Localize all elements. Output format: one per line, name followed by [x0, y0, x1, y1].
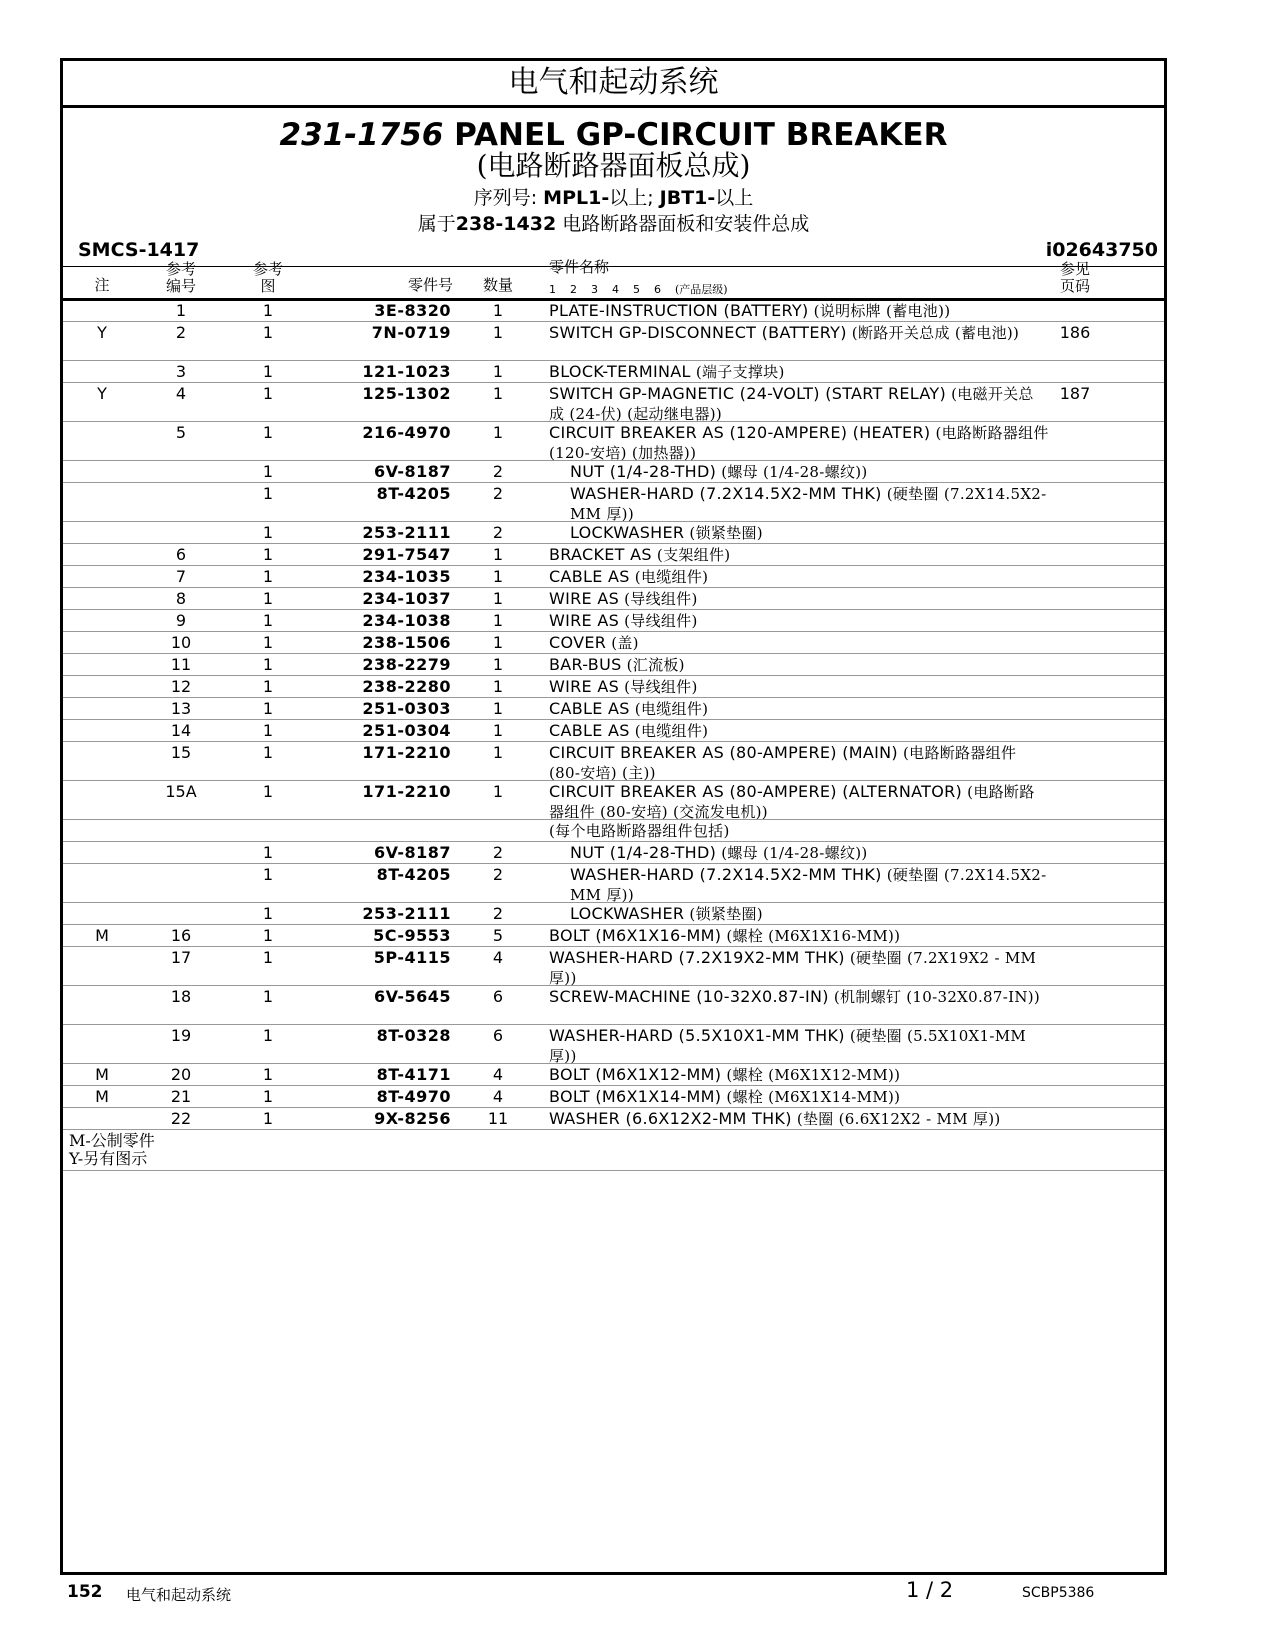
row-fig: 1	[262, 523, 274, 542]
table-row	[63, 361, 1164, 383]
row-ref-no: 8	[175, 589, 187, 608]
row-part-name	[549, 633, 1049, 653]
row-part-name-cn: (电磁开关总成 (24-伏) (起动继电器))	[549, 385, 1034, 423]
row-fig: 1	[262, 1109, 274, 1128]
row-part-name	[549, 743, 1049, 783]
header-page: 参见 页码	[1059, 260, 1090, 295]
header-name: 零件名称	[549, 258, 610, 276]
row-note: M	[95, 1087, 109, 1106]
row-part-number: 8T-4970	[376, 1087, 451, 1106]
row-part-number: 251-0303	[362, 699, 451, 718]
row-quantity: 1	[492, 677, 504, 696]
row-part-number: 216-4970	[362, 423, 451, 442]
header-qty: 数量	[482, 276, 513, 294]
row-ref-no: 22	[170, 1109, 192, 1128]
row-part-name-cn: (硬垫圈 (5.5X10X1-MM 厚))	[549, 1027, 1027, 1065]
row-note: M	[95, 926, 109, 945]
row-fig: 1	[262, 655, 274, 674]
serial-prefix-1: MPL1-	[543, 187, 610, 209]
row-fig: 1	[262, 484, 274, 503]
row-part-name	[549, 677, 1049, 697]
row-part-name	[570, 865, 1070, 905]
row-quantity: 2	[492, 523, 504, 542]
row-part-name-cn: (说明标牌 (蓄电池))	[808, 302, 951, 320]
row-ref-no: 2	[175, 323, 187, 342]
row-part-name-en: CIRCUIT BREAKER AS (80-AMPERE) (ALTERNATOR)	[549, 782, 963, 801]
row-quantity: 2	[492, 484, 504, 503]
row-ref-no: 3	[175, 362, 187, 381]
row-part-name-en: LOCKWASHER	[570, 904, 685, 923]
row-quantity: 2	[492, 904, 504, 923]
row-fig: 1	[262, 904, 274, 923]
row-part-name-en: BLOCK-TERMINAL	[549, 362, 691, 381]
row-ref-no: 16	[170, 926, 192, 945]
row-ref-no: 17	[170, 948, 192, 967]
serial-suffix-2: 以上	[715, 187, 754, 209]
footer-page-fraction: 1 / 2	[906, 1578, 954, 1602]
row-part-name-en: BRACKET AS	[549, 545, 652, 564]
parent-name: 电路断路器面板和安装件总成	[562, 213, 810, 235]
row-part-name-cn: (螺母 (1/4-28-螺纹))	[716, 463, 868, 481]
row-fig: 1	[262, 948, 274, 967]
row-fig: 1	[262, 865, 274, 884]
row-part-number: 8T-4171	[376, 1065, 451, 1084]
assembly-part-number: 231-1756	[279, 117, 444, 153]
row-part-name-cn: (电路断路器组件 (120-安培) (加热器))	[549, 424, 1049, 462]
row-part-name-cn: (端子支撑块)	[690, 363, 785, 381]
row-ref-no: 1	[175, 301, 187, 320]
serial-range	[63, 185, 1164, 211]
row-part-name-en: CABLE AS	[549, 699, 630, 718]
table-row	[63, 654, 1164, 676]
row-part-number: 251-0304	[362, 721, 451, 740]
header-fig: 参考 图	[252, 260, 283, 295]
row-quantity: 1	[492, 567, 504, 586]
row-part-name-en: PLATE-INSTRUCTION (BATTERY)	[549, 301, 809, 320]
table-row	[63, 864, 1164, 903]
row-part-number: 8T-4205	[376, 484, 451, 503]
row-part-name-en: LOCKWASHER	[570, 523, 685, 542]
row-fig: 1	[262, 301, 274, 320]
row-part-name	[549, 655, 1049, 675]
row-note: M	[95, 1065, 109, 1084]
row-quantity: 1	[492, 589, 504, 608]
row-part-name	[549, 782, 1049, 822]
table-row	[63, 1086, 1164, 1108]
row-quantity: 1	[492, 721, 504, 740]
row-part-name-cn: (机制螺钉 (10-32X0.87-IN))	[828, 988, 1041, 1006]
table-row	[63, 322, 1164, 361]
row-part-name	[549, 821, 1049, 841]
header-part-no: 零件号	[407, 276, 453, 294]
row-fig: 1	[262, 545, 274, 564]
row-part-number: 234-1038	[362, 611, 451, 630]
row-quantity: 4	[492, 1087, 504, 1106]
row-part-name-cn: (螺栓 (M6X1X12-MM))	[721, 1066, 901, 1084]
row-part-number: 171-2210	[362, 743, 451, 762]
row-part-name	[549, 948, 1049, 988]
row-part-name-en: NUT (1/4-28-THD)	[570, 462, 717, 481]
row-part-number: 125-1302	[362, 384, 451, 403]
legend-metric: M-公制零件	[69, 1131, 155, 1150]
row-fig: 1	[262, 743, 274, 762]
serial-label: 序列号:	[473, 187, 538, 209]
row-ref-no: 11	[170, 655, 192, 674]
row-part-name-cn: (电缆组件)	[629, 700, 709, 718]
row-note: Y	[97, 384, 107, 403]
row-part-name	[570, 484, 1070, 524]
row-part-name	[570, 462, 1070, 482]
level-3: 3	[591, 283, 598, 296]
level-5: 5	[633, 283, 640, 296]
table-row	[63, 610, 1164, 632]
row-part-name	[549, 699, 1049, 719]
row-quantity: 1	[492, 611, 504, 630]
row-see-page: 186	[1059, 323, 1091, 342]
row-fig: 1	[262, 423, 274, 442]
serial-prefix-2: JBT1-	[659, 187, 716, 209]
row-quantity: 11	[487, 1109, 509, 1128]
table-row	[63, 820, 1164, 842]
row-quantity: 2	[492, 865, 504, 884]
row-part-name	[549, 323, 1049, 343]
row-part-number: 8T-0328	[376, 1026, 451, 1045]
row-part-name-en: SWITCH GP-MAGNETIC (24-VOLT) (START RELAY)	[549, 384, 947, 403]
footer-doc-code: SCBP5386	[1022, 1585, 1095, 1601]
row-quantity: 1	[492, 423, 504, 442]
row-part-name-cn: (每个电路断路器组件包括)	[549, 822, 730, 840]
row-fig: 1	[262, 589, 274, 608]
assembly-name-cn: (电路断路器面板总成)	[476, 149, 751, 182]
levels-label: (产品层级)	[675, 283, 728, 296]
row-quantity: 2	[492, 462, 504, 481]
table-row	[63, 1108, 1164, 1130]
row-part-name	[549, 1109, 1049, 1129]
row-part-name-en: WASHER-HARD (7.2X14.5X2-MM THK)	[570, 484, 882, 503]
assembly-title	[63, 117, 1164, 153]
row-part-name-cn: (电缆组件)	[629, 722, 709, 740]
row-fig: 1	[262, 1087, 274, 1106]
row-ref-no: 14	[170, 721, 192, 740]
parent-assembly	[63, 211, 1164, 237]
row-fig: 1	[262, 699, 274, 718]
row-fig: 1	[262, 987, 274, 1006]
row-part-number: 238-2279	[362, 655, 451, 674]
row-part-name	[570, 523, 1070, 543]
row-ref-no: 4	[175, 384, 187, 403]
row-ref-no: 12	[170, 677, 192, 696]
row-part-number: 234-1035	[362, 567, 451, 586]
row-part-name-en: WIRE AS	[549, 589, 620, 608]
page-frame	[60, 58, 1167, 1575]
row-fig: 1	[262, 677, 274, 696]
row-part-name	[570, 843, 1070, 863]
section-title: 电气和起动系统	[63, 61, 1164, 108]
table-row	[63, 383, 1164, 422]
row-part-name-en: SCREW-MACHINE (10-32X0.87-IN)	[549, 987, 829, 1006]
row-part-name-cn: (电缆组件)	[629, 568, 709, 586]
row-part-name-cn: (导线组件)	[619, 678, 698, 696]
row-part-name-cn: (盖)	[606, 634, 639, 652]
row-part-number: 8T-4205	[376, 865, 451, 884]
row-part-name-en: WASHER-HARD (7.2X19X2-MM THK)	[549, 948, 845, 967]
row-fig: 1	[262, 323, 274, 342]
row-part-name	[549, 384, 1049, 424]
parts-table	[63, 300, 1164, 1130]
table-row	[63, 676, 1164, 698]
row-part-name-cn: (导线组件)	[619, 612, 698, 630]
row-part-number: 253-2111	[362, 523, 451, 542]
row-fig: 1	[262, 1065, 274, 1084]
level-6: 6	[654, 283, 661, 296]
row-ref-no: 6	[175, 545, 187, 564]
row-part-name-cn: (导线组件)	[619, 590, 698, 608]
row-ref-no: 9	[175, 611, 187, 630]
row-part-name	[570, 904, 1070, 924]
row-part-name	[549, 301, 1049, 321]
row-quantity: 1	[492, 782, 504, 801]
row-ref-no: 7	[175, 567, 187, 586]
row-part-name-cn: (垫圈 (6.6X12X2 - MM 厚))	[791, 1110, 1001, 1128]
row-fig: 1	[262, 926, 274, 945]
row-ref-no: 10	[170, 633, 192, 652]
row-part-name-en: CIRCUIT BREAKER AS (120-AMPERE) (HEATER)	[549, 423, 931, 442]
row-fig: 1	[262, 782, 274, 801]
row-ref-no: 19	[170, 1026, 192, 1045]
row-part-name-en: BAR-BUS	[549, 655, 622, 674]
row-part-number: 171-2210	[362, 782, 451, 801]
row-quantity: 1	[492, 545, 504, 564]
table-row	[63, 781, 1164, 820]
row-part-name	[549, 362, 1049, 382]
row-part-number: 7N-0719	[371, 323, 451, 342]
row-fig: 1	[262, 633, 274, 652]
row-part-name	[549, 567, 1049, 587]
row-part-name-en: BOLT (M6X1X16-MM)	[549, 926, 722, 945]
parent-part-number: 238-1432	[455, 213, 557, 235]
row-part-name-en: WASHER (6.6X12X2-MM THK)	[549, 1109, 792, 1128]
row-part-name-cn: (汇流板)	[621, 656, 685, 674]
row-part-name-en: NUT (1/4-28-THD)	[570, 843, 717, 862]
table-row	[63, 632, 1164, 654]
table-row	[63, 1025, 1164, 1064]
row-fig: 1	[262, 567, 274, 586]
row-ref-no: 21	[170, 1087, 192, 1106]
row-fig: 1	[262, 362, 274, 381]
row-part-name-cn: (锁紧垫圈)	[684, 524, 763, 542]
row-ref-no: 5	[175, 423, 187, 442]
row-quantity: 1	[492, 699, 504, 718]
table-row	[63, 422, 1164, 461]
table-row	[63, 742, 1164, 781]
table-row	[63, 986, 1164, 1025]
row-ref-no: 15A	[165, 782, 197, 801]
table-row	[63, 925, 1164, 947]
parent-prefix: 属于	[417, 213, 456, 235]
row-part-name-cn: (螺栓 (M6X1X16-MM))	[721, 927, 901, 945]
row-part-name-en: CABLE AS	[549, 567, 630, 586]
row-part-name	[549, 926, 1049, 946]
row-part-number: 234-1037	[362, 589, 451, 608]
row-part-number: 238-2280	[362, 677, 451, 696]
row-ref-no: 20	[170, 1065, 192, 1084]
row-part-name	[549, 987, 1049, 1007]
row-note: Y	[97, 323, 107, 342]
row-part-name	[549, 1087, 1049, 1107]
row-part-number: 6V-5645	[373, 987, 451, 1006]
row-part-name-en: WASHER-HARD (5.5X10X1-MM THK)	[549, 1026, 845, 1045]
row-part-number: 5C-9553	[373, 926, 451, 945]
row-part-name	[549, 1065, 1049, 1085]
row-part-number: 238-1506	[362, 633, 451, 652]
row-quantity: 4	[492, 1065, 504, 1084]
row-ref-no: 15	[170, 743, 192, 762]
row-part-name-cn: (硬垫圈 (7.2X14.5X2-MM 厚))	[570, 485, 1047, 523]
row-part-name-cn: (硬垫圈 (7.2X14.5X2-MM 厚))	[570, 866, 1047, 904]
table-row	[63, 720, 1164, 742]
table-row	[63, 461, 1164, 483]
row-part-name-cn: (支架组件)	[651, 546, 731, 564]
table-row	[63, 483, 1164, 522]
row-part-number: 6V-8187	[373, 462, 451, 481]
row-part-name	[549, 721, 1049, 741]
footer-section: 电气和起动系统	[126, 1586, 232, 1604]
serial-suffix-1: 以上;	[609, 187, 654, 209]
row-fig: 1	[262, 721, 274, 740]
level-1: 1	[549, 283, 556, 296]
row-part-number: 9X-8256	[374, 1109, 451, 1128]
row-part-name-cn: (断路开关总成 (蓄电池))	[846, 324, 1020, 342]
row-part-name-en: CABLE AS	[549, 721, 630, 740]
row-part-name-cn: (螺栓 (M6X1X14-MM))	[721, 1088, 901, 1106]
legend	[69, 1132, 155, 1168]
row-fig: 1	[262, 462, 274, 481]
row-part-name	[549, 423, 1049, 463]
row-part-number: 6V-8187	[373, 843, 451, 862]
table-row	[63, 698, 1164, 720]
row-fig: 1	[262, 611, 274, 630]
row-quantity: 1	[492, 362, 504, 381]
row-part-number: 5P-4115	[373, 948, 451, 967]
row-part-name-en: WASHER-HARD (7.2X14.5X2-MM THK)	[570, 865, 882, 884]
table-row	[63, 522, 1164, 544]
row-fig: 1	[262, 384, 274, 403]
row-quantity: 1	[492, 655, 504, 674]
level-4: 4	[612, 283, 619, 296]
image-reference: i02643750	[1045, 239, 1158, 261]
table-row	[63, 842, 1164, 864]
smcs-code: SMCS-1417	[78, 239, 200, 261]
row-part-name-en: BOLT (M6X1X14-MM)	[549, 1087, 722, 1106]
row-part-name-en: COVER	[549, 633, 607, 652]
row-part-number: 3E-8320	[374, 301, 451, 320]
row-part-name-cn: (锁紧垫圈)	[684, 905, 763, 923]
row-see-page: 187	[1059, 384, 1091, 403]
row-ref-no: 13	[170, 699, 192, 718]
row-part-number: 291-7547	[362, 545, 451, 564]
row-ref-no: 18	[170, 987, 192, 1006]
row-quantity: 1	[492, 301, 504, 320]
row-quantity: 1	[492, 743, 504, 762]
table-row	[63, 566, 1164, 588]
row-part-name-cn: (电路断路器组件 (80-安培) (交流发电机))	[549, 783, 1035, 821]
row-quantity: 6	[492, 987, 504, 1006]
row-part-name-cn: (螺母 (1/4-28-螺纹))	[716, 844, 868, 862]
row-fig: 1	[262, 1026, 274, 1045]
row-quantity: 1	[492, 384, 504, 403]
row-part-name-en: BOLT (M6X1X12-MM)	[549, 1065, 722, 1084]
table-row	[63, 588, 1164, 610]
row-quantity: 4	[492, 948, 504, 967]
row-fig: 1	[262, 843, 274, 862]
table-row	[63, 544, 1164, 566]
row-part-name-en: CIRCUIT BREAKER AS (80-AMPERE) (MAIN)	[549, 743, 898, 762]
row-quantity: 1	[492, 323, 504, 342]
header-note: 注	[94, 276, 110, 294]
row-part-name-en: SWITCH GP-DISCONNECT (BATTERY)	[549, 323, 847, 342]
row-part-number: 253-2111	[362, 904, 451, 923]
row-part-number: 121-1023	[362, 362, 451, 381]
row-part-name	[549, 545, 1049, 565]
header-levels	[549, 281, 728, 297]
footer-page-number: 152	[67, 1582, 103, 1602]
row-quantity: 1	[492, 633, 504, 652]
row-part-name	[549, 1026, 1049, 1066]
level-2: 2	[570, 283, 577, 296]
table-row	[63, 1064, 1164, 1086]
row-part-name	[549, 611, 1049, 631]
assembly-name-en: PANEL GP-CIRCUIT BREAKER	[454, 117, 948, 153]
row-quantity: 2	[492, 843, 504, 862]
table-row	[63, 300, 1164, 322]
row-quantity: 5	[492, 926, 504, 945]
row-part-name-cn: (电路断路器组件 (80-安培) (主))	[549, 744, 1017, 782]
legend-illustrated: Y-另有图示	[69, 1149, 148, 1168]
table-row	[63, 947, 1164, 986]
row-part-name-cn: (硬垫圈 (7.2X19X2 - MM 厚))	[549, 949, 1037, 987]
row-quantity: 6	[492, 1026, 504, 1045]
row-part-name-en: WIRE AS	[549, 611, 620, 630]
header-ref-no: 参考 编号	[165, 260, 196, 295]
row-part-name-en: WIRE AS	[549, 677, 620, 696]
legend-bottom-divider	[63, 1170, 1164, 1171]
row-part-name	[549, 589, 1049, 609]
table-row	[63, 903, 1164, 925]
